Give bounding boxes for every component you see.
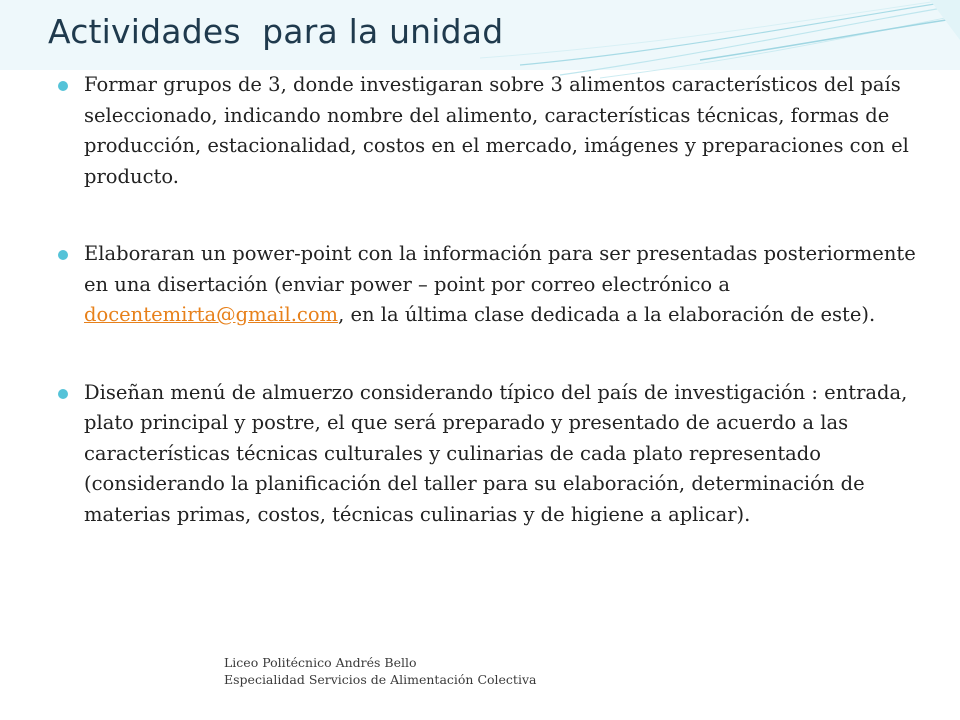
bullet-dot-icon bbox=[58, 389, 68, 399]
slide-title: Actividades para la unidad bbox=[48, 12, 504, 51]
bullet-item bbox=[56, 239, 916, 331]
email-link[interactable]: docentemirta@gmail.com bbox=[84, 303, 339, 326]
bullet-text-after: , en la última clase dedicada a la elaboración de este). bbox=[338, 303, 876, 326]
bullet-list bbox=[56, 70, 916, 530]
bullet-text: Formar grupos de 3, donde investigaran sobre 3 alimentos característicos del país seleccionado, indicando nombre del alimento, características técnicas, formas de producción, estacionalidad, costos en el mercado, imágenes y preparaciones con el producto. bbox=[84, 73, 909, 188]
bullet-item bbox=[56, 378, 916, 531]
bullet-text-before: Elaboraran un power-point con la información para ser presentadas posteriormente en una disertación (enviar power – point por correo electrónico a bbox=[84, 242, 916, 296]
footer bbox=[224, 654, 536, 688]
footer-line-school: Liceo Politécnico Andrés Bello bbox=[224, 655, 417, 670]
bullet-item bbox=[56, 70, 916, 192]
footer-line-specialty: Especialidad Servicios de Alimentación Colectiva bbox=[224, 672, 537, 687]
bullet-text: Diseñan menú de almuerzo considerando típico del país de investigación : entrada, plato principal y postre, el que será preparado y presentado de acuerdo a las características técnicas culturales y culinarias de cada plato representado (considerando la planificación del taller para su elaboración, determinación de materias primas, costos, técnicas culinarias y de higiene a aplicar). bbox=[84, 380, 908, 526]
bullet-dot-icon bbox=[58, 81, 68, 91]
bullet-dot-icon bbox=[58, 250, 68, 260]
